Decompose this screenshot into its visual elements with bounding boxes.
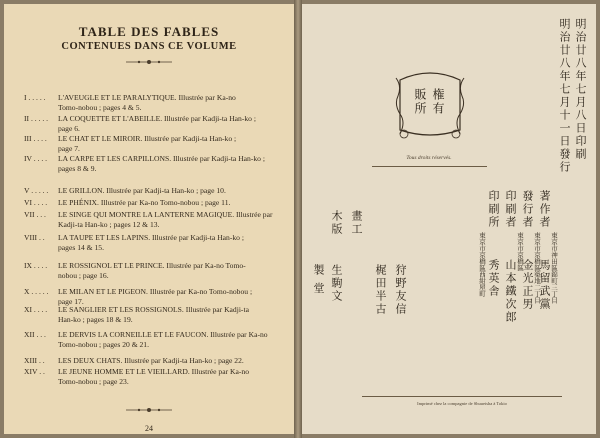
toc-entry	[24, 154, 286, 175]
toc-entry-continuation: Tomo-nobou ; pages 4 & 5.	[58, 103, 142, 113]
toc-entry-continuation: pages 8 & 9.	[58, 164, 97, 174]
toc-entry-number: XI . . . .	[24, 305, 48, 314]
toc-entry-text: LE DERVIS LA CORNEILLE ET LE FAUCON. Illustrée par Ka-no	[58, 330, 268, 339]
rights-rule	[372, 166, 487, 167]
book-gutter	[294, 0, 302, 438]
toc-entry-text: LE PHÉNIX. Illustrée par Ka-no Tomo-nobou ; page 11.	[58, 198, 231, 207]
role-printer: 印刷者	[504, 190, 517, 229]
printer-address: 東京市京橋區	[516, 232, 524, 271]
toc-entry-text: LE ROSSIGNOL ET LE PRINCE. Illustrée par Ka-no Tomo-	[58, 261, 246, 270]
toc-entry-number: IX . . . .	[24, 261, 48, 270]
role-print-house: 印刷所	[487, 190, 500, 229]
print-house-address: 東京市京橋區西紺屋町	[478, 232, 486, 297]
toc-entry-continuation: Tomo-nobou ; pages 20 & 21.	[58, 340, 150, 350]
toc-entry-number: VI . . . .	[24, 198, 48, 207]
toc-entry	[24, 356, 286, 366]
toc-title: TABLE DES FABLES	[78, 24, 220, 39]
toc-entry-continuation: page 17.	[58, 297, 84, 307]
publisher-address: 東京市京橋區築地二丁目	[533, 232, 541, 304]
toc-entry-continuation: Kadji-ta Han-ko ; pages 12 & 13.	[58, 220, 160, 230]
toc-entry-number: III . . . .	[24, 134, 47, 143]
publisher-name: 金光正男	[521, 259, 534, 311]
toc-subtitle: CONTENUES DANS CE VOLUME	[61, 41, 237, 52]
role-author: 著作者	[538, 190, 551, 229]
toc-entry	[24, 93, 286, 114]
illustrator-name-1: 狩野友信	[394, 264, 407, 316]
right-page-colophon	[302, 4, 596, 434]
toc-entry	[24, 305, 286, 326]
toc-entry	[24, 233, 286, 254]
left-page-table-of-contents	[4, 4, 294, 434]
toc-entry-text: LA TAUPE ET LES LAPINS. Illustrée par Kadji-ta Han-ko ;	[58, 233, 244, 242]
toc-entry-continuation: page 6.	[58, 124, 80, 134]
toc-entry-number: V . . . . .	[24, 186, 49, 195]
toc-entry	[24, 210, 286, 231]
printer-name: 山本鐵次郎	[504, 259, 517, 324]
toc-entry-number: II . . . . .	[24, 114, 49, 123]
illustrator-name-2: 梶田半古	[374, 264, 387, 316]
toc-entry-number: XII . . .	[24, 330, 46, 339]
printer-note: Imprimé chez la compagnie de Shuueisha à Tokio	[417, 401, 507, 406]
toc-entry-continuation: page 7.	[58, 144, 80, 154]
toc-entry-text: LE JEUNE HOMME ET LE VIEILLARD. Illustrée par Ka-no	[58, 367, 249, 376]
toc-entry	[24, 134, 286, 155]
rights-reserved: Tous droits réservés.	[406, 155, 452, 161]
toc-entry-text: LES DEUX CHATS. Illustrée par Kadji-ta Han-ko ; page 22.	[58, 356, 244, 365]
woodblock-tail: 製 堂	[312, 264, 325, 296]
seal-text-right: 権有	[431, 88, 445, 116]
toc-entry-continuation: Han-ko ; pages 18 & 19.	[58, 315, 133, 325]
toc-entry-number: VII . . .	[24, 210, 46, 219]
toc-entry-text: LE SANGLIER ET LES ROSSIGNOLS. Illustrée par Kadji-ta	[58, 305, 249, 314]
toc-entry-continuation: nobou ; page 16.	[58, 271, 109, 281]
toc-entry-number: I . . . . .	[24, 93, 46, 102]
toc-entry-text: L'AVEUGLE ET LE PARALYTIQUE. Illustrée par Ka-no	[58, 93, 236, 102]
toc-entry-continuation: pages 14 & 15.	[58, 243, 104, 253]
toc-entry-number: XIV . .	[24, 367, 45, 376]
author-address: 東京市神田區錦町三丁目	[550, 232, 558, 304]
toc-entry	[24, 114, 286, 135]
toc-entry-text: LA COQUETTE ET L'ABEILLE. Illustrée par Kadji-ta Han-ko ;	[58, 114, 256, 123]
print-house-name: 秀英舎	[487, 259, 500, 298]
bottom-rule	[362, 396, 562, 397]
toc-entry-number: X . . . . .	[24, 287, 49, 296]
print-date: 明治廿八年七月八日印刷	[574, 18, 587, 161]
toc-entry-text: LE MILAN ET LE PIGEON. Illustrée par Ka-no Tomo-nobou ;	[58, 287, 253, 296]
toc-entry-text: LE GRILLON. Illustrée par Kadji-ta Han-ko ; page 10.	[58, 186, 226, 195]
ornament-divider-top	[124, 59, 174, 65]
role-illustrator: 畫工	[350, 210, 363, 236]
toc-entry-number: IV . . . .	[24, 154, 48, 163]
toc-entry	[24, 367, 286, 388]
toc-entry-number: VIII . .	[24, 233, 45, 242]
toc-entry	[24, 198, 286, 208]
toc-entry-number: XIII . .	[24, 356, 45, 365]
toc-entry	[24, 261, 286, 282]
toc-entry-continuation: Tomo-nobou ; page 23.	[58, 377, 129, 387]
woodblock-maker: 生駒文	[330, 264, 343, 303]
toc-entry	[24, 186, 286, 196]
ornament-divider-bottom	[124, 407, 174, 413]
toc-entry-text: LA CARPE ET LES CARPILLONS. Illustrée par Kadji-ta Han-ko ;	[58, 154, 265, 163]
page-number: 24	[145, 424, 153, 433]
toc-entry	[24, 330, 286, 351]
role-woodblock: 木版	[330, 210, 343, 236]
seal-text-left: 販所	[413, 88, 427, 116]
role-publisher: 發行者	[521, 190, 534, 229]
publish-date: 明治廿八年七月十一日發行	[558, 18, 571, 174]
publisher-seal-frame	[394, 70, 466, 140]
toc-entry-text: LE CHAT ET LE MIROIR. Illustrée par Kadji-ta Han-ko ;	[58, 134, 237, 143]
author-name: 馬留武黨	[538, 259, 551, 311]
toc-entry-text: LE SINGE QUI MONTRE LA LANTERNE MAGIQUE. Illustrée par	[58, 210, 273, 219]
